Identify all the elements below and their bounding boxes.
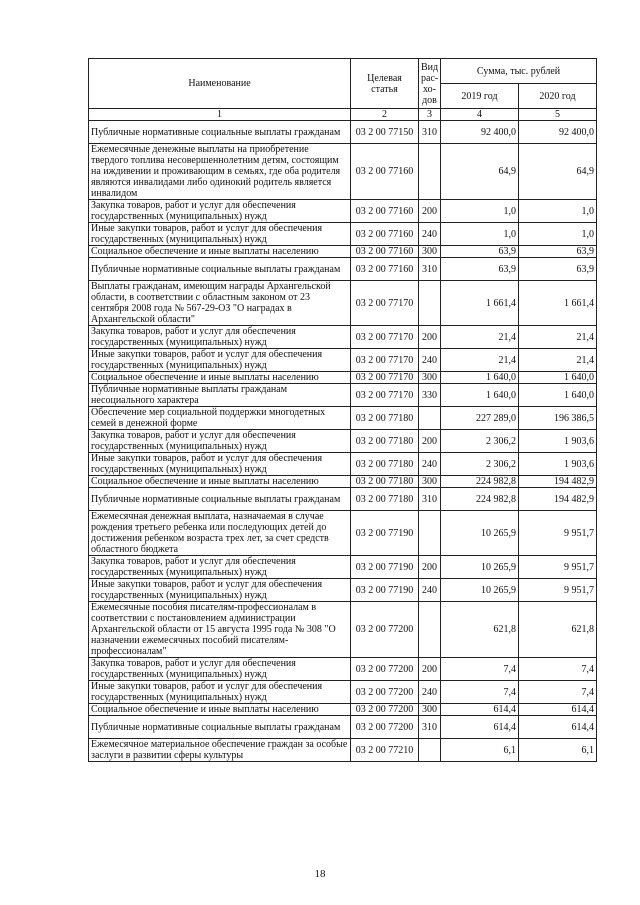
row-sum-2019: 63,9: [441, 246, 519, 258]
row-expense-type: 200: [419, 326, 441, 349]
row-target-article: 03 2 00 77190: [351, 579, 419, 602]
row-expense-type: 200: [419, 556, 441, 579]
row-sum-2020: 1 640,0: [519, 384, 597, 407]
row-sum-2020: 196 386,5: [519, 407, 597, 430]
row-expense-type: 200: [419, 430, 441, 453]
budget-table: [88, 58, 597, 762]
row-expense-type: 240: [419, 223, 441, 246]
row-sum-2020: 614,4: [519, 704, 597, 716]
row-expense-type: 240: [419, 349, 441, 372]
row-sum-2020: 9 951,7: [519, 511, 597, 556]
column-number-row: [89, 109, 597, 121]
row-sum-2019: 614,4: [441, 704, 519, 716]
row-sum-2019: 1,0: [441, 223, 519, 246]
table-row: [89, 407, 597, 430]
row-sum-2020: 614,4: [519, 716, 597, 739]
column-number: 4: [441, 109, 519, 121]
row-sum-2020: 1 640,0: [519, 372, 597, 384]
row-expense-type: 200: [419, 200, 441, 223]
row-name: Ежемесячные пособия писателям-профессионалам в соответствии с постановлением администрации Архангельской области от 15 августа 1995 года № 308 "О назначении ежемесячных пособий писателям-профессионалам": [89, 602, 351, 658]
header-year-2019: 2019 год: [441, 84, 519, 109]
row-sum-2019: 2 306,2: [441, 430, 519, 453]
row-sum-2019: 621,8: [441, 602, 519, 658]
row-name: Ежемесячные денежные выплаты на приобретение твердого топлива несовершеннолетним детям, состоящим на иждивении и проживающим в семьях, где оба родителя являются инвалидами либо одинокий родитель является инвалидом: [89, 144, 351, 200]
row-name: Иные закупки товаров, работ и услуг для обеспечения государственных (муниципальных) нужд: [89, 453, 351, 476]
row-sum-2020: 63,9: [519, 246, 597, 258]
table-row: [89, 716, 597, 739]
row-expense-type: 310: [419, 716, 441, 739]
row-sum-2020: 621,8: [519, 602, 597, 658]
table-row: [89, 453, 597, 476]
row-target-article: 03 2 00 77200: [351, 704, 419, 716]
row-target-article: 03 2 00 77200: [351, 681, 419, 704]
table-row: [89, 488, 597, 511]
row-target-article: 03 2 00 77160: [351, 223, 419, 246]
table-row: [89, 476, 597, 488]
row-expense-type: 330: [419, 384, 441, 407]
row-target-article: 03 2 00 77170: [351, 384, 419, 407]
row-name: Закупка товаров, работ и услуг для обеспечения государственных (муниципальных) нужд: [89, 326, 351, 349]
row-sum-2020: 63,9: [519, 258, 597, 281]
row-name: Публичные нормативные социальные выплаты гражданам: [89, 258, 351, 281]
row-name: Социальное обеспечение и иные выплаты населению: [89, 704, 351, 716]
table-row: [89, 372, 597, 384]
table-row: [89, 430, 597, 453]
column-number: 1: [89, 109, 351, 121]
table-row: [89, 704, 597, 716]
table-row: [89, 281, 597, 326]
row-name: Публичные нормативные выплаты гражданам несоциального характера: [89, 384, 351, 407]
row-sum-2020: 92 400,0: [519, 121, 597, 144]
row-expense-type: [419, 511, 441, 556]
row-target-article: 03 2 00 77190: [351, 556, 419, 579]
row-name: Публичные нормативные социальные выплаты гражданам: [89, 121, 351, 144]
row-sum-2019: 227 289,0: [441, 407, 519, 430]
row-sum-2020: 64,9: [519, 144, 597, 200]
header-target-article: Целевая статья: [351, 59, 419, 109]
row-sum-2019: 1 640,0: [441, 372, 519, 384]
row-expense-type: [419, 739, 441, 762]
table-row: [89, 384, 597, 407]
header-name: Наименование: [89, 59, 351, 109]
column-number: 3: [419, 109, 441, 121]
row-name: Публичные нормативные социальные выплаты гражданам: [89, 488, 351, 511]
row-name: Социальное обеспечение и иные выплаты населению: [89, 246, 351, 258]
table-row: [89, 121, 597, 144]
row-sum-2020: 9 951,7: [519, 556, 597, 579]
row-target-article: 03 2 00 77160: [351, 246, 419, 258]
header-year-2020: 2020 год: [519, 84, 597, 109]
row-target-article: 03 2 00 77180: [351, 407, 419, 430]
row-sum-2019: 2 306,2: [441, 453, 519, 476]
table-row: [89, 579, 597, 602]
row-sum-2019: 10 265,9: [441, 511, 519, 556]
row-name: Обеспечение мер социальной поддержки многодетных семей в денежной форме: [89, 407, 351, 430]
table-row: [89, 246, 597, 258]
row-name: Иные закупки товаров, работ и услуг для обеспечения государственных (муниципальных) нужд: [89, 349, 351, 372]
row-sum-2019: 64,9: [441, 144, 519, 200]
row-expense-type: 240: [419, 453, 441, 476]
row-expense-type: [419, 407, 441, 430]
row-target-article: 03 2 00 77200: [351, 658, 419, 681]
row-expense-type: 300: [419, 372, 441, 384]
row-name: Иные закупки товаров, работ и услуг для обеспечения государственных (муниципальных) нужд: [89, 579, 351, 602]
page-number: 18: [314, 868, 326, 880]
row-target-article: 03 2 00 77180: [351, 476, 419, 488]
row-name: Социальное обеспечение и иные выплаты населению: [89, 476, 351, 488]
row-target-article: 03 2 00 77190: [351, 511, 419, 556]
table-row: [89, 556, 597, 579]
row-target-article: 03 2 00 77150: [351, 121, 419, 144]
row-expense-type: [419, 144, 441, 200]
row-target-article: 03 2 00 77200: [351, 602, 419, 658]
row-expense-type: 310: [419, 121, 441, 144]
row-name: Выплаты гражданам, имеющим награды Архангельской области, в соответствии с областным законом от 23 сентября 2008 года № 567-29-ОЗ "О наградах в Архангельской области": [89, 281, 351, 326]
table-row: [89, 511, 597, 556]
row-name: Закупка товаров, работ и услуг для обеспечения государственных (муниципальных) нужд: [89, 200, 351, 223]
row-sum-2020: 9 951,7: [519, 579, 597, 602]
row-target-article: 03 2 00 77180: [351, 488, 419, 511]
row-sum-2019: 224 982,8: [441, 476, 519, 488]
row-target-article: 03 2 00 77170: [351, 372, 419, 384]
row-sum-2020: 1,0: [519, 223, 597, 246]
row-name: Закупка товаров, работ и услуг для обеспечения государственных (муниципальных) нужд: [89, 430, 351, 453]
row-sum-2020: 1 903,6: [519, 453, 597, 476]
row-sum-2019: 10 265,9: [441, 556, 519, 579]
row-expense-type: 300: [419, 704, 441, 716]
row-target-article: 03 2 00 77210: [351, 739, 419, 762]
row-sum-2019: 7,4: [441, 658, 519, 681]
column-number: 2: [351, 109, 419, 121]
row-expense-type: 300: [419, 476, 441, 488]
row-target-article: 03 2 00 77160: [351, 144, 419, 200]
row-target-article: 03 2 00 77160: [351, 200, 419, 223]
row-expense-type: [419, 281, 441, 326]
row-target-article: 03 2 00 77180: [351, 453, 419, 476]
table-row: [89, 681, 597, 704]
table-row: [89, 223, 597, 246]
row-sum-2020: 7,4: [519, 658, 597, 681]
row-name: Социальное обеспечение и иные выплаты населению: [89, 372, 351, 384]
row-expense-type: 310: [419, 258, 441, 281]
row-target-article: 03 2 00 77170: [351, 349, 419, 372]
row-sum-2019: 10 265,9: [441, 579, 519, 602]
table-row: [89, 200, 597, 223]
row-sum-2019: 614,4: [441, 716, 519, 739]
row-sum-2020: 1 903,6: [519, 430, 597, 453]
row-sum-2020: 194 482,9: [519, 476, 597, 488]
row-name: Ежемесячное материальное обеспечение граждан за особые заслуги в развитии сферы культуры: [89, 739, 351, 762]
table-row: [89, 739, 597, 762]
row-name: Иные закупки товаров, работ и услуг для обеспечения государственных (муниципальных) нужд: [89, 681, 351, 704]
row-name: Публичные нормативные социальные выплаты гражданам: [89, 716, 351, 739]
row-name: Ежемесячная денежная выплата, назначаемая в случае рождения третьего ребенка или последующих детей до достижения ребенком возраста трех лет, за счет средств областного бюджета: [89, 511, 351, 556]
row-sum-2019: 6,1: [441, 739, 519, 762]
row-sum-2020: 1 661,4: [519, 281, 597, 326]
header-sum: Сумма, тыс. рублей: [441, 59, 597, 84]
table-row: [89, 349, 597, 372]
row-sum-2020: 21,4: [519, 349, 597, 372]
row-target-article: 03 2 00 77200: [351, 716, 419, 739]
row-sum-2019: 21,4: [441, 349, 519, 372]
row-sum-2020: 6,1: [519, 739, 597, 762]
table-row: [89, 144, 597, 200]
table-row: [89, 258, 597, 281]
row-expense-type: 240: [419, 579, 441, 602]
row-sum-2020: 1,0: [519, 200, 597, 223]
row-expense-type: 310: [419, 488, 441, 511]
row-sum-2019: 7,4: [441, 681, 519, 704]
row-sum-2020: 194 482,9: [519, 488, 597, 511]
row-sum-2019: 1 661,4: [441, 281, 519, 326]
row-expense-type: 240: [419, 681, 441, 704]
row-sum-2020: 7,4: [519, 681, 597, 704]
row-sum-2019: 224 982,8: [441, 488, 519, 511]
table-row: [89, 326, 597, 349]
row-sum-2019: 1,0: [441, 200, 519, 223]
row-sum-2019: 92 400,0: [441, 121, 519, 144]
row-target-article: 03 2 00 77180: [351, 430, 419, 453]
row-expense-type: 200: [419, 658, 441, 681]
table-row: [89, 658, 597, 681]
row-sum-2020: 21,4: [519, 326, 597, 349]
header-expense-type: Вид рас-хо-дов: [419, 59, 441, 109]
column-number: 5: [519, 109, 597, 121]
table-row: [89, 602, 597, 658]
row-name: Иные закупки товаров, работ и услуг для обеспечения государственных (муниципальных) нужд: [89, 223, 351, 246]
row-sum-2019: 1 640,0: [441, 384, 519, 407]
row-sum-2019: 21,4: [441, 326, 519, 349]
row-target-article: 03 2 00 77160: [351, 258, 419, 281]
row-expense-type: 300: [419, 246, 441, 258]
row-target-article: 03 2 00 77170: [351, 326, 419, 349]
row-expense-type: [419, 602, 441, 658]
row-name: Закупка товаров, работ и услуг для обеспечения государственных (муниципальных) нужд: [89, 556, 351, 579]
row-sum-2019: 63,9: [441, 258, 519, 281]
table-body: [89, 121, 597, 762]
row-name: Закупка товаров, работ и услуг для обеспечения государственных (муниципальных) нужд: [89, 658, 351, 681]
row-target-article: 03 2 00 77170: [351, 281, 419, 326]
